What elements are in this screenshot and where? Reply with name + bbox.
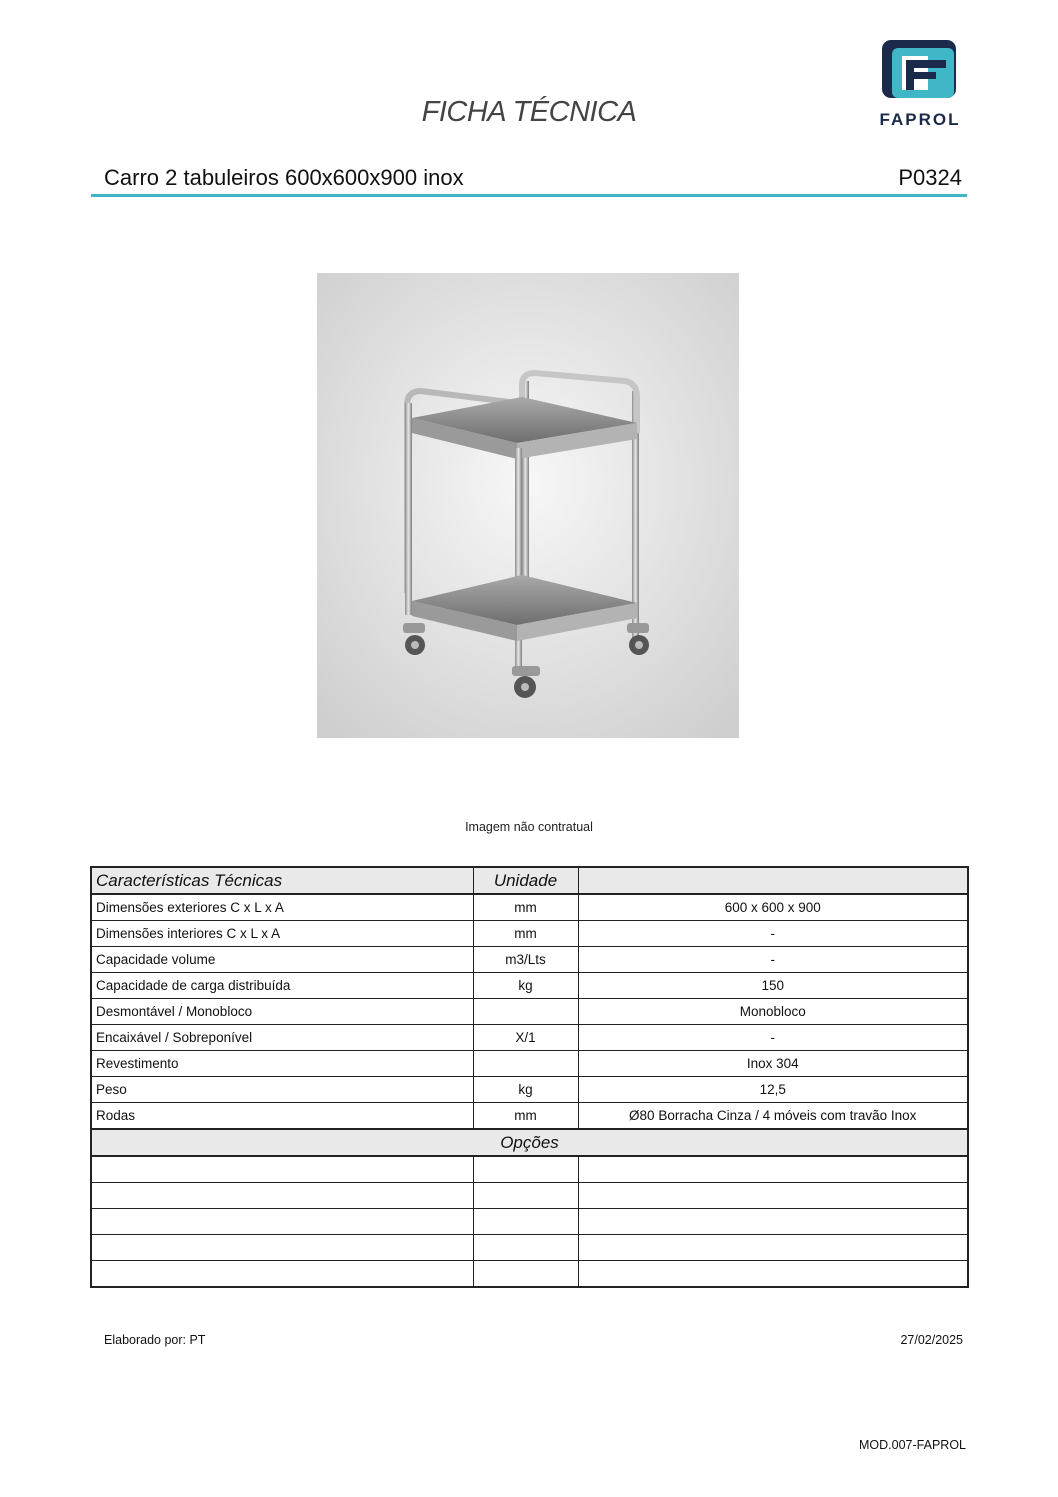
spec-value: Inox 304 [578, 1051, 968, 1077]
option-value [578, 1235, 968, 1261]
spec-row [91, 947, 968, 973]
header-unit: Unidade [473, 867, 578, 894]
spec-unit: mm [473, 1103, 578, 1130]
footer-date: 27/02/2025 [900, 1333, 963, 1347]
option-feature [91, 1156, 473, 1183]
spec-value: Ø80 Borracha Cinza / 4 móveis com travão Inox [578, 1103, 968, 1130]
spec-unit: mm [473, 894, 578, 921]
header-feature: Características Técnicas [91, 867, 473, 894]
spec-feature: Rodas [91, 1103, 473, 1130]
spec-row [91, 1103, 968, 1130]
specs-table [90, 866, 969, 1288]
spec-row [91, 973, 968, 999]
spec-value: 600 x 600 x 900 [578, 894, 968, 921]
spec-value: - [578, 921, 968, 947]
option-feature [91, 1183, 473, 1209]
option-feature [91, 1235, 473, 1261]
product-code: P0324 [898, 165, 962, 190]
spec-row [91, 1077, 968, 1103]
spec-feature: Revestimento [91, 1051, 473, 1077]
footer-author: Elaborado por: PT [104, 1333, 206, 1347]
spec-unit: m3/Lts [473, 947, 578, 973]
spec-feature: Dimensões exteriores C x L x A [91, 894, 473, 921]
spec-row [91, 999, 968, 1025]
option-unit [473, 1235, 578, 1261]
spec-feature: Capacidade volume [91, 947, 473, 973]
spec-value: - [578, 947, 968, 973]
options-header-row [91, 1129, 968, 1156]
spec-value: 150 [578, 973, 968, 999]
spec-feature: Capacidade de carga distribuída [91, 973, 473, 999]
form-model-code: MOD.007-FAPROL [859, 1438, 966, 1452]
options-row [91, 1183, 968, 1209]
logo-wordmark: FAPROL [879, 110, 961, 129]
options-label: Opções [91, 1129, 968, 1156]
spec-unit: kg [473, 973, 578, 999]
header-value [578, 867, 968, 894]
image-caption: Imagem não contratual [465, 820, 593, 834]
trolley-photo-icon [317, 273, 739, 738]
spec-feature: Encaixável / Sobreponível [91, 1025, 473, 1051]
product-name: Carro 2 tabuleiros 600x600x900 inox [104, 165, 464, 190]
options-row [91, 1235, 968, 1261]
spec-unit [473, 1051, 578, 1077]
header-rule [91, 194, 967, 197]
option-unit [473, 1261, 578, 1288]
spec-row [91, 1051, 968, 1077]
spec-row [91, 921, 968, 947]
option-value [578, 1156, 968, 1183]
spec-feature: Desmontável / Monobloco [91, 999, 473, 1025]
spec-value: 12,5 [578, 1077, 968, 1103]
spec-unit: mm [473, 921, 578, 947]
spec-unit [473, 999, 578, 1025]
specs-header-row [91, 867, 968, 894]
spec-unit: kg [473, 1077, 578, 1103]
option-feature [91, 1209, 473, 1235]
options-row [91, 1156, 968, 1183]
option-value [578, 1183, 968, 1209]
spec-value: - [578, 1025, 968, 1051]
option-unit [473, 1183, 578, 1209]
options-row [91, 1261, 968, 1288]
option-unit [473, 1209, 578, 1235]
spec-unit: X/1 [473, 1025, 578, 1051]
option-value [578, 1209, 968, 1235]
spec-row [91, 1025, 968, 1051]
option-feature [91, 1261, 473, 1288]
spec-feature: Dimensões interiores C x L x A [91, 921, 473, 947]
option-value [578, 1261, 968, 1288]
options-row [91, 1209, 968, 1235]
spec-feature: Peso [91, 1077, 473, 1103]
document-title: FICHA TÉCNICA [421, 96, 637, 128]
spec-value: Monobloco [578, 999, 968, 1025]
spec-row [91, 894, 968, 921]
option-unit [473, 1156, 578, 1183]
